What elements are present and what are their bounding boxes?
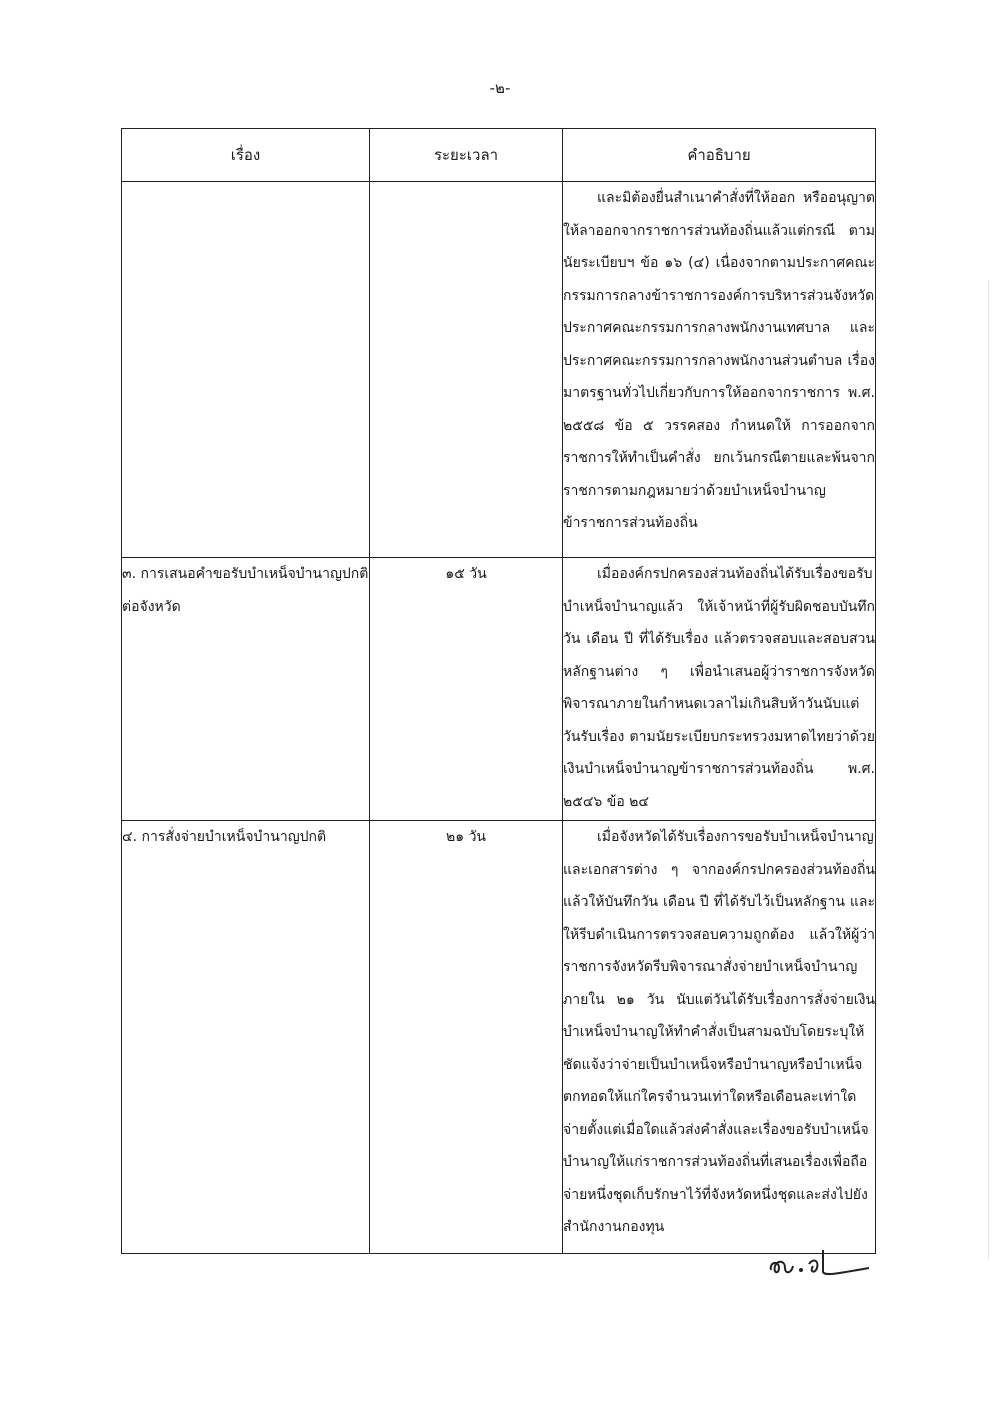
- description-paragraph: เมื่อองค์กรปกครองส่วนท้องถิ่นได้รับเรื่องขอรับบำเหน็จบำนาญแล้ว ให้เจ้าหน้าที่ผู้รับผิดชอบบันทึก วัน เดือน ปี ที่ได้รับเรื่อง แล้วตรวจสอบและสอบสวนหลักฐานต่าง ๆ เพื่อนำเสนอผู้ว่าราชการจังหวัดพิจารณาภายในกำหนดเวลาไม่เกินสิบห้าวันนับแต่วันรับเรื่อง ตามนัยระเบียบกระทรวงมหาดไทยว่าด้วยเงินบำเหน็จบำนาญข้าราชการส่วนท้องถิ่น พ.ศ. ๒๕๔๖ ข้อ ๒๔: [563, 566, 875, 810]
- table-header-row: [122, 129, 876, 182]
- table-row: [122, 558, 876, 821]
- procedure-table: [121, 128, 876, 1254]
- row-subject: ๔. การสั่งจ่ายบำเหน็จบำนาญปกติ: [122, 821, 370, 1254]
- row-subject: ๓. การเสนอคำขอรับบำเหน็จบำนาญปกติต่อจังหวัด: [122, 558, 370, 821]
- header-subject: เรื่อง: [122, 129, 370, 182]
- table-row: [122, 182, 876, 558]
- row-subject: [122, 182, 370, 558]
- row-duration: [370, 182, 563, 558]
- row-duration: ๒๑ วัน: [370, 821, 563, 1254]
- scan-edge-line: [988, 280, 989, 1260]
- header-description: คำอธิบาย: [563, 129, 876, 182]
- header-duration: ระยะเวลา: [370, 129, 563, 182]
- row-description: [563, 558, 876, 821]
- description-paragraph: และมิต้องยื่นสำเนาคำสั่งที่ให้ออก หรืออนุญาตให้ลาออกจากราชการส่วนท้องถิ่นแล้วแต่กรณี ตามนัยระเบียบฯ ข้อ ๑๖ (๔) เนื่องจากตามประกาศคณะกรรมการกลางข้าราชการองค์การบริหารส่วนจังหวัด ประกาศคณะกรรมการกลางพนักงานเทศบาล และประกาศคณะกรรมการกลางพนักงานส่วนตำบล เรื่อง มาตรฐานทั่วไปเกี่ยวกับการให้ออกจากราชการ พ.ศ. ๒๕๕๘ ข้อ ๕ วรรคสอง กำหนดให้ การออกจากราชการให้ทำเป็นคำสั่ง ยกเว้นกรณีตายและพ้นจากราชการตามกฎหมายว่าด้วยบำเหน็จบำนาญข้าราชการส่วนท้องถิ่น: [563, 190, 875, 531]
- page-number: -๒-: [489, 79, 511, 97]
- row-description: [563, 821, 876, 1254]
- table-row: [122, 821, 876, 1254]
- description-paragraph: เมื่อจังหวัดได้รับเรื่องการขอรับบำเหน็จบำนาญและเอกสารต่าง ๆ จากองค์กรปกครองส่วนท้องถิ่นแล้วให้บันทึกวัน เดือน ปี ที่ได้รับไว้เป็นหลักฐาน และให้รีบดำเนินการตรวจสอบความถูกต้อง แล้วให้ผู้ว่าราชการจังหวัดรีบพิจารณาสั่งจ่ายบำเหน็จบำนาญภายใน ๒๑ วัน นับแต่วันได้รับเรื่องการสั่งจ่ายเงินบำเหน็จบำนาญให้ทำคำสั่งเป็นสามฉบับโดยระบุให้ชัดแจ้งว่าจ่ายเป็นบำเหน็จหรือบำนาญหรือบำเหน็จตกทอดให้แก่ใครจำนวนเท่าใดหรือเดือนละเท่าใด จ่ายตั้งแต่เมื่อใดแล้วส่งคำสั่งและเรื่องขอรับบำเหน็จบำนาญให้แก่ราชการส่วนท้องถิ่นที่เสนอเรื่องเพื่อถือจ่ายหนึ่งชุดเก็บรักษาไว้ที่จังหวัดหนึ่งชุดและส่งไปยังสำนักงานกองทุน: [563, 829, 875, 1235]
- row-duration: ๑๕ วัน: [370, 558, 563, 821]
- row-description: [563, 182, 876, 558]
- handwritten-signature: [765, 1244, 875, 1284]
